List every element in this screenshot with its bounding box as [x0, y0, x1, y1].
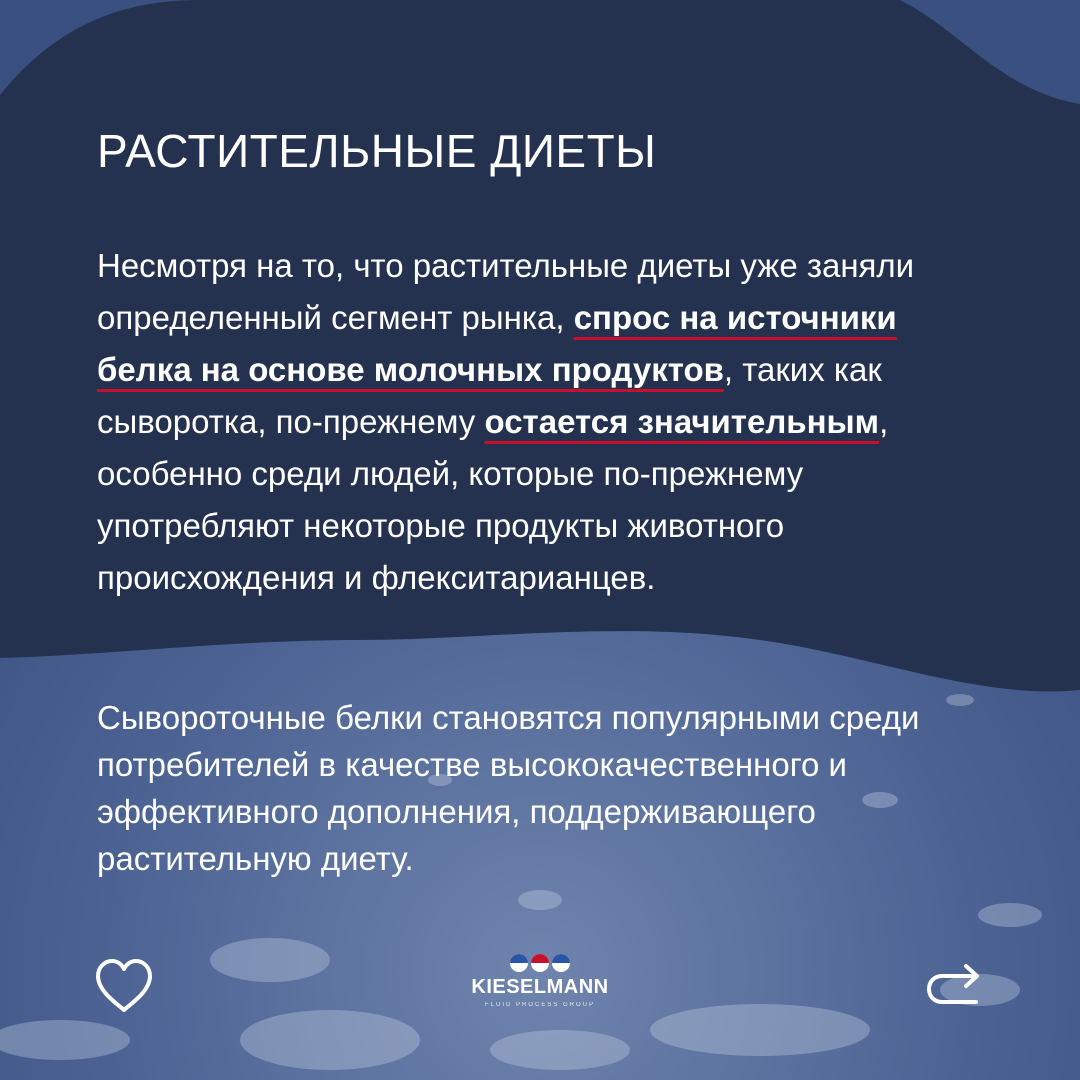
heart-icon[interactable] — [94, 958, 154, 1014]
paragraph-text: , таких как сыворотка, по-прежнему — [97, 351, 882, 440]
paragraph-text: Несмотря на то, что растительные диеты уже заняли определенный сегмент рынка, — [97, 247, 915, 336]
kieselmann-logo — [462, 952, 618, 1022]
highlight-significant: остается значительным — [484, 403, 880, 440]
paragraph-whey-proteins: Сывороточные белки становятся популярными среди потребителей в качестве высококачественного и эффективного дополнения, поддерживающего растительную диету. — [97, 699, 920, 877]
paragraph-text: , особенно среди людей, которые по-прежнему употребляют некоторые продукты животного происхождения и флекситарианцев. — [97, 403, 889, 596]
slide-title: РАСТИТЕЛЬНЫЕ ДИЕТЫ — [97, 125, 657, 177]
highlight-demand: спрос на источники белка на основе молочных продуктов — [97, 299, 897, 388]
logo-tagline: FLUID PROCESS GROUP — [484, 1002, 595, 1008]
share-arrow-icon[interactable] — [924, 962, 984, 1008]
logo-emblem-icon — [505, 952, 575, 974]
logo-name: KIESELMANN — [471, 976, 609, 998]
paragraph-plant-diets — [97, 240, 997, 604]
